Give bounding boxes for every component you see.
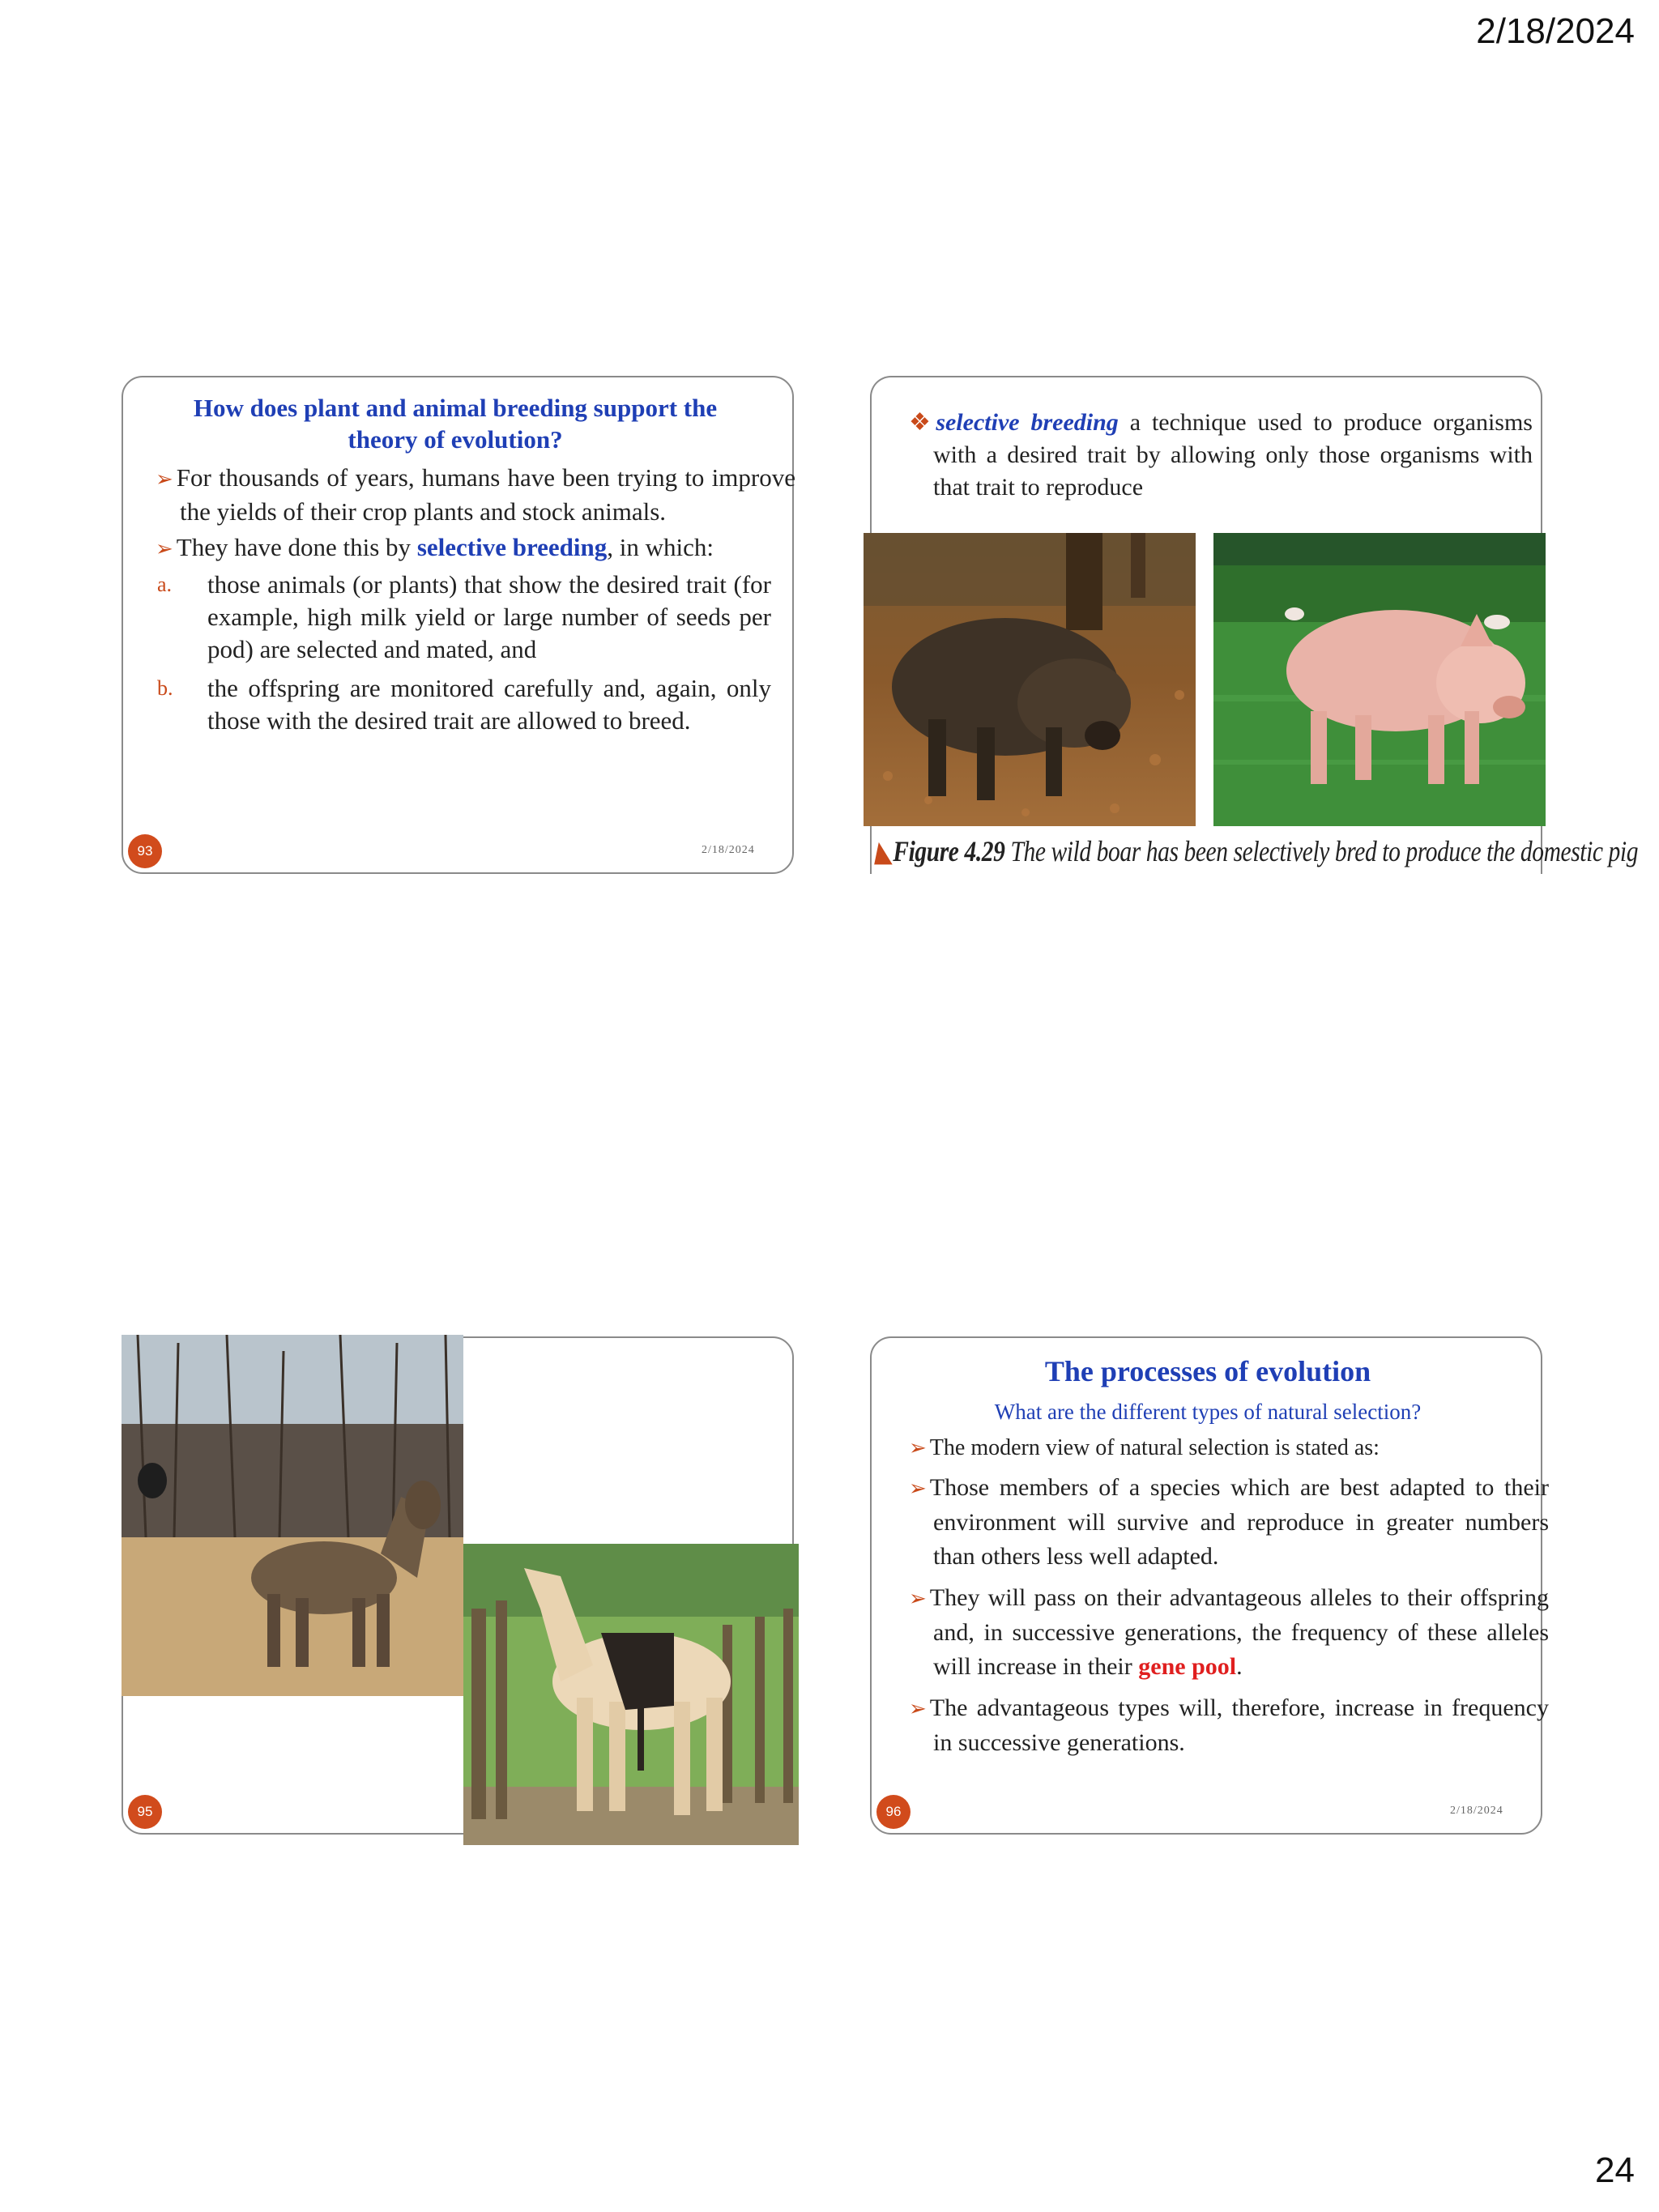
page-number: 24	[1595, 2150, 1635, 2190]
arrow-bullet-icon: ➢	[909, 1477, 927, 1500]
list-label: a.	[157, 573, 173, 596]
arrow-bullet-icon: ➢	[909, 1697, 927, 1720]
bullet	[156, 462, 795, 528]
figure-caption	[875, 834, 1639, 868]
bullet	[909, 1471, 1549, 1574]
caption-marker-icon: ◣	[875, 835, 893, 867]
bullet-text: They will pass on their advantageous alleles to their offspring and, in successive generations, the frequency of these alleles will increase in their	[929, 1584, 1549, 1680]
bullet-text: Those members of a species which are best adapted to their environment will survive and reproduce in greater numbers than others less well adapted.	[929, 1474, 1549, 1570]
bullet-text: The modern view of natural selection is stated as:	[929, 1435, 1380, 1460]
domestic-pig-photo	[1213, 533, 1546, 826]
bullet	[156, 531, 771, 565]
bullet-text: They have done this by	[176, 533, 417, 561]
horse-photo	[463, 1544, 799, 1845]
slide-title: The processes of evolution	[1044, 1355, 1371, 1387]
bullet	[909, 1581, 1549, 1684]
list-item	[157, 672, 773, 737]
wild-boar-photo	[864, 533, 1196, 826]
page-date: 2/18/2024	[1476, 11, 1635, 51]
list-text: those animals (or plants) that show the desired trait (for example, high milk yield or large number of seeds per pod) are selected and mated, and	[207, 570, 771, 663]
slide-date: 2/18/2024	[702, 844, 755, 856]
slide-number-badge: 95	[128, 1795, 162, 1829]
arrow-bullet-icon: ➢	[156, 537, 173, 560]
list-text: the offspring are monitored carefully and, again, only those with the desired trait are allowed to breed.	[207, 674, 771, 735]
bullet-text: , in which:	[607, 533, 714, 561]
bullet-text: .	[1236, 1653, 1243, 1680]
slide-number-badge: 93	[128, 834, 162, 868]
list-item	[157, 569, 773, 666]
highlight-term: selective breeding	[416, 533, 608, 561]
slide-title: How does plant and animal breeding support the theory of evolution?	[193, 394, 718, 454]
donkey-photo	[122, 1335, 463, 1696]
arrow-bullet-icon: ➢	[156, 467, 173, 491]
bullet	[909, 1691, 1549, 1760]
slide-subtitle: What are the different types of natural selection?	[994, 1400, 1422, 1424]
definition	[909, 407, 1533, 504]
arrow-bullet-icon: ➢	[909, 1587, 927, 1610]
caption-text: The wild boar has been selectively bred to produce the domestic pig	[1004, 835, 1639, 867]
bullet-text: The advantageous types will, therefore, increase in frequency in successive generations.	[929, 1694, 1549, 1756]
slide-number-badge: 96	[876, 1795, 911, 1829]
diamond-bullet-icon: ❖	[909, 409, 936, 436]
bullet-text: For thousands of years, humans have been trying to improve the yields of their crop plants and stock animals.	[176, 463, 795, 526]
slide-93	[122, 376, 794, 874]
slide-96	[870, 1336, 1549, 1835]
definition-term: selective breeding	[936, 409, 1119, 436]
bullet	[909, 1434, 1549, 1463]
highlight-term: gene pool	[1138, 1653, 1237, 1680]
list-label: b.	[157, 676, 173, 700]
definition-text: a technique used to produce organisms with a desired trait by allowing only those organisms with that trait to reproduce	[933, 409, 1533, 501]
figure-label: Figure 4.29	[893, 835, 1005, 867]
slide-date: 2/18/2024	[1450, 1805, 1503, 1817]
arrow-bullet-icon: ➢	[909, 1436, 927, 1460]
